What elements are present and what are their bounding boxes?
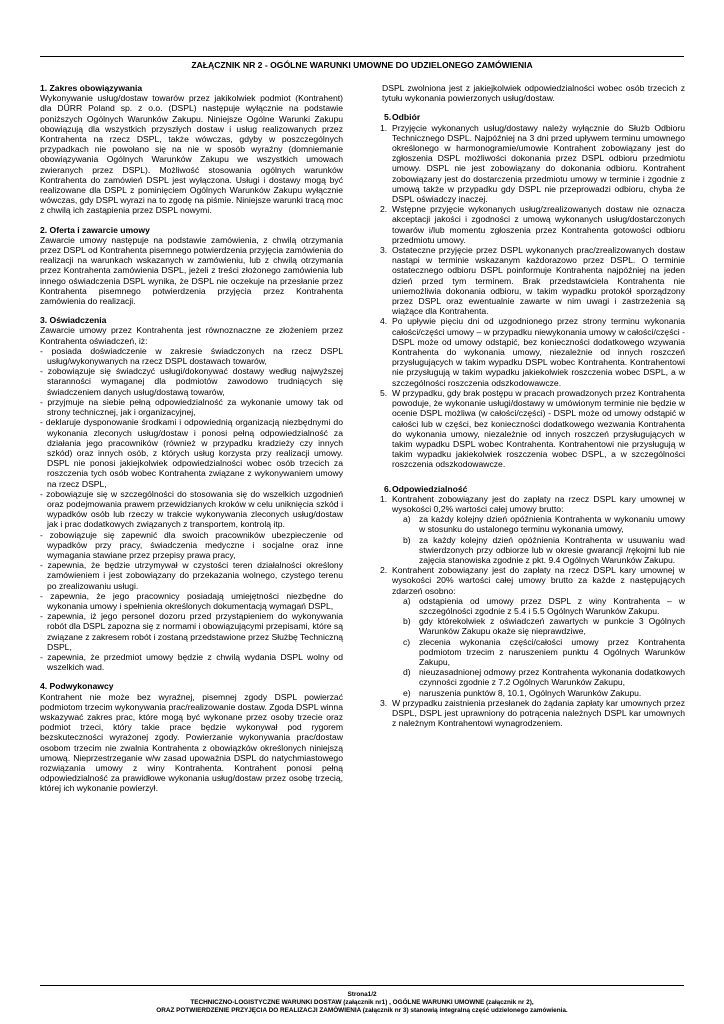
sub-list-item: a) za każdy kolejny dzień opóźnienia Kontrahenta w wykonaniu umowy w stosunku do ustalonego terminu wykonania umowy,: [403, 514, 685, 535]
list-item: - zobowiązuje się w szczególności do stosowania się do wszelkich uzgodnień oraz podejmowania prawem przewidzianych kroków w celu uniknięcia szkód i wypadków osób lub rzeczy w trakcie wykonywania zleconych usług/dostaw jak i prac dodatkowych związanych z transportem, kontrolą itp.: [40, 488, 343, 530]
list-item: - zapewnia, że przedmiot umowy będzie z chwilą wydania DSPL wolny od wszelkich wad.: [40, 651, 343, 673]
list-item: - posiada doświadczenie w zakresie świadczonych na rzecz DSPL usług/wykonywanych na rzecz DSPL dostawach towarów,: [40, 345, 343, 367]
section-4-text: Kontrahent nie może bez wyraźnej, pisemnej zgody DSPL powierzać podmiotom trzecim wykonywania prac/realizowanie dostaw. Zgoda DSPL winna wskazywać zakres prac, które mogą być wykonane przez osoby trzecie oraz podmiot trzeci, który takie prace będzie wykonywał pod rygorem bezskuteczności wyrażonej zgody. Powierzanie wykonywania prac/dostaw osobom trzecim nie zwalnia Kontrahenta z obowiązków określonych niniejszą umową. Nieprzestrzeganie w/w zasad upoważnia DSPL do natychmiastowego rozwiązania umowy z winy Kontrahenta. Kontrahent ponosi pełną odpowiedzialność za prawidłowe wykonania usług/dostaw przez osobę trzecią, której ich wykonanie powierzył.: [40, 691, 343, 794]
section-2-heading: 2. Oferta i zawarcie umowy: [40, 224, 150, 235]
page-number: Strona1/2: [347, 991, 377, 998]
section-1-text: Wykonywanie usług/dostaw towarów przez jakikolwiek podmiot (Kontrahent) dla DÜRR Poland sp. z o.o. (DSPL) następuje wyłącznie na podstawie poniższych Ogólnych Warunków Zakupu. Niniejsze Ogólne Warunki Zakupu obowiązują dla wszystkich przyszłych dostaw i usług realizowanych przez Kontrahenta na rzecz DSPL, także wówczas, gdyby w poszczególnych przypadkach nie powołano się na nie w sposób wyraźny (domniemanie obowiązywania Ogólnych Warunków Zakupu we wszystkich umowach zwieranych przez DSPL). Możliwość stosowania ogólnych warunków Kontrahenta do zamówień DSPL jest wyłączona. Usługi i dostawy mogą być realizowane dla DSPL z pominięciem Ogólnych Warunków Zakupu wyłącznie wówczas, gdy DSPL wyrazi na to zgodę na piśmie. Niniejsze warunki tracą moc z chwilą ich zastąpienia przez DSPL nowymi.: [40, 93, 343, 216]
section-6-list: [372, 494, 685, 729]
sub-list: [392, 514, 685, 565]
sub-list-item: b) gdy którekolwiek z oświadczeń zawartych w punkcie 3 Ogólnych Warunków Zakupu okaże się nieprawdziwe,: [403, 616, 685, 637]
top-rule: [40, 56, 684, 57]
footer-line-1: TECHNICZNO-LOGISTYCZNE WARUNKI DOSTAW (załącznik nr1) , OGÓLNE WARUNKI UMOWNE (załącznik nr 2),: [190, 999, 534, 1006]
section-5-list: [372, 123, 685, 470]
list-item: - przyjmuje na siebie pełną odpowiedzialność za wykonanie umowy tak od strony technicznej, jak i organizacyjnej,: [40, 396, 343, 418]
section-4-continued-text: DSPL zwolniona jest z jakiejkolwiek odpowiedzialności wobec osób trzecich z tytułu wykonania powierzonych usług/dostaw.: [382, 83, 685, 104]
list-item: 1. Przyjęcie wykonanych usług/dostawy należy wyłącznie do Służb Odbioru Technicznego DSPL. Najpóźniej na 3 dni przed upływem terminu umownego określonego w harmonogramie/umowie Kontrahent zobowiązany jest do zgłoszenia DSPL możliwości dokonania przez DSPL odbioru przedmiotu umowy. DSPL nie jest zobowiązany do dokonania odbioru. Kontrahent zobowiązany jest do dostarczenia przedmiotu umowy w terminie i zgodnie z umową także w przypadku gdy DSPL nie przeprowadzi odbioru, chyba że DSPL oświadczy inaczej.: [380, 122, 685, 205]
list-item: - zobowiązuje się zapewnić dla swoich pracowników ubezpieczenie od wypadków przy pracy, świadczenia medyczne i socjalne oraz inne wymagania stawiane przez przepisy prawa pracy,: [40, 529, 343, 560]
section-3-intro: Zawarcie umowy przez Kontrahenta jest równoznaczne ze złożeniem przez Kontrahenta oświadczeń, iż:: [40, 325, 343, 346]
left-column: [40, 83, 343, 794]
list-item: 2. Wstępne przyjęcie wykonanych usług/zrealizowanych dostaw nie oznacza akceptacji jakości i zgodności z umową wykonanych usług/dostarczonych towarów i/lub momentu zgłoszenia przez Kontrahenta gotowości odbioru przedmiotu umowy.: [380, 204, 685, 245]
list-item: - zapewnia, iż jego personel dozoru przed przystąpieniem do wykonywania robót dla DSPL zapozna się z normami i obowiązującymi przepisami, które są związane z zakresem robót i zostaną przedstawione przez Służbę Techniczną DSPL,: [40, 611, 344, 652]
bottom-rule: [40, 985, 684, 986]
section-3-list: [40, 346, 343, 673]
section-2-text: Zawarcie umowy następuje na podstawie zamówienia, z chwilą otrzymania przez DSPL od Kontrahenta pisemnego potwierdzenia przyjęcia zamówienia do realizacji na warunkach wskazanych w zamówieniu, lub z chwilą otrzymania przez Kontrahenta zamówienia DSPL, jeżeli z treści złożonego zamówienia lub innego oświadczenia DSPL wynika, że DSPL nie oczekuje na przesłanie przez Kontrahenta pisemnego potwierdzenia przyjęcia przez Kontrahenta zamówienia do realizacji.: [40, 234, 343, 307]
footer: [40, 991, 684, 1015]
sub-list: [392, 596, 685, 698]
footer-line-2: ORAZ POTWIERDZENIE PRZYJĘCIA DO REALIZACJI ZAMÓWIENIA (załącznik nr 3) stanowią integralną część udzielonego zamówienia.: [156, 1007, 568, 1014]
sub-list-item: a) odstąpienia od umowy przez DSPL z winy Kontrahenta – w szczególności zgodnie z 5.4 i 5.5 Ogólnych Warunków Zakupu.: [403, 595, 685, 616]
section-6-heading: 6. Odpowiedzialność: [384, 483, 468, 494]
list-item: 1. Kontrahent zobowiązany jest do zapłaty na rzecz DSPL kary umownej w wysokości 0,2% wartości całej umowy brutto: a) za każdy kolejny dzień opóźnienia Kontrahenta w wykonaniu umowy w stosunku do ustalonego terminu wykonania umowy, b) za każdy kolejny dzień opóźnienia Kontrahenta w usuwaniu wad stwierdzonych przy odbiorze lub w okresie gwarancji /rękojmi lub nie zajęcia stanowiska zgodnie z pkt. 9.4 Ogólnych Warunków Zakupu.: [380, 493, 685, 565]
sub-list-item: e) naruszenia punktów 8, 10.1, Ogólnych Warunków Zakupu.: [403, 687, 642, 698]
page-title: ZAŁĄCZNIK NR 2 - OGÓLNE WARUNKI UMOWNE DO UDZIELONEGO ZAMÓWIENIA: [191, 60, 533, 70]
list-item: 3. Ostateczne przyjęcie przez DSPL wykonanych prac/zrealizowanych dostaw nastąpi w terminie wskazanym każdorazowo przez DSPL. O terminie ostatecznego odbioru DSPL poinformuje Kontrahenta najpóźniej na jeden dzień przed tym terminem. Brak przedstawiciela Kontrahenta nie uniemożliwia dokonania odbioru, w takim wypadku protokół sporządzony przez DSPL oraz ewentualnie zawarte w nim uwagi i zastrzeżenia są wiążące dla Kontrahenta.: [380, 245, 685, 317]
list-item: 4. Po upływie pięciu dni od uzgodnionego przez strony terminu wykonania całości/części umowy – w przypadku niewykonania umowy w całości/części - DSPL może od umowy odstąpić, bez konieczności dodatkowego wzywania Kontrahenta do wykonania umowy, niezależnie od innych roszczeń przysługujących w takim wypadku DSPL wobec Kontrahenta. Kontrahentowi nie przysługują w takim wypadku jakiekolwiek roszczenia wobec DSPL, a w szczególności roszczenia odszkodowawcze.: [380, 316, 685, 388]
sub-list-item: c) zlecenia wykonania części/całości umowy przez Kontrahenta podmiotom trzecim z naruszeniem punktu 4 Ogólnych Warunków Zakupu,: [403, 636, 685, 667]
section-1-heading: 1. Zakres obowiązywania: [40, 83, 143, 93]
list-item: - zapewnia, że będzie utrzymywał w czystości teren działalności określony zamówieniem i jest zobowiązany do przekazania wolnego, czystego terenu po zrealizowaniu usługi.: [40, 560, 343, 591]
list-item: 2. Kontrahent zobowiązany jest do zapłaty na rzecz DSPL kary umownej w wysokości 20% wartości całej umowy brutto za każde z następujących zdarzeń osobno: a) odstąpienia od umowy przez DSPL z winy Kontrahenta – w szczególności zgodnie z 5.4 i 5.5 Ogólnych Warunków Zakupu. b) gdy którekolwiek z oświadczeń zawartych w punkcie 3 Ogólnych Warunków Zakupu okaże się nieprawdziwe, c) zlecenia wykonania części/całości umowy przez Kontrahenta podmiotom trzecim z naruszeniem punktu 4 Ogólnych Warunków Zakupu, d) nieuzasadnionej odmowy przez Kontrahenta wykonania dodatkowych czynności zgodnie z 7.2 Ogólnych Warunków Zakupu, e) naruszenia punktów 8, 10.1, Ogólnych Warunków Zakupu.: [380, 565, 685, 698]
list-item: - zobowiązuje się świadczyć usługi/dokonywać dostawy według najwyższej staranności wymaganej dla podmiotów zawodowo trudniących się świadczeniem danych usług/dostawą towarów,: [40, 366, 343, 397]
list-item: 5. W przypadku, gdy brak postępu w pracach prowadzonych przez Kontrahenta powoduje, że wykonanie usługi/dostawy w umówionym terminie nie będzie w ocenie DSPL możliwa (w całości/części) - DSPL może od umowy odstąpić w całości lub w części, bez konieczności dodatkowego wezwania Kontrahenta do wykonania umowy, niezależnie od innych roszczeń przysługujących w takim wypadku DSPL wobec Kontrahenta. Kontrahentowi nie przysługują w takim wypadku jakiekolwiek roszczenia wobec DSPL, a w szczególności roszczenia odszkodowawcze.: [380, 387, 685, 470]
list-item: - zapewnia, że jego pracownicy posiadają umiejętności niezbędne do wykonania umowy i spełnienia określonych dokumentacją wymagań DSPL,: [40, 590, 343, 611]
section-4-heading: 4. Podwykonawcy: [40, 681, 114, 692]
sub-list-item: d) nieuzasadnionej odmowy przez Kontrahenta wykonania dodatkowych czynności zgodnie z 7.2 Ogólnych Warunków Zakupu,: [403, 667, 685, 688]
list-item: - deklaruje dysponowanie środkami i odpowiednią organizacją niezbędnymi do wykonania zleconych usług/dostaw i ponosi pełną odpowiedzialność za działania jego pracowników (również w przypadku kradzieży czy innych szkód) oraz innych osób, z których usług korzysta przy realizacji umowy. DSPL nie ponosi jakiejkolwiek odpowiedzialności wobec osób trzecich za roszczenia tych osób wobec Kontrahenta związane z wykonywaniem umowy na rzecz DSPL,: [40, 417, 343, 489]
section-5-heading: 5. Odbiór: [384, 112, 421, 123]
sub-list-item: b) za każdy kolejny dzień opóźnienia Kontrahenta w usuwaniu wad stwierdzonych przy odbiorze lub w okresie gwarancji /rękojmi lub nie zajęcia stanowiska zgodnie z pkt. 9.4 Ogólnych Warunków Zakupu.: [403, 534, 685, 565]
list-item: 3. W przypadku zaistnienia przesłanek do żądania zapłaty kar umownych przez DSPL, DSPL jest uprawniony do potrącenia należnych DSPL kar umownych z należnym Kontrahentowi wynagrodzeniem.: [380, 697, 685, 729]
section-3-heading: 3. Oświadczenia: [40, 315, 107, 326]
right-column: [372, 83, 685, 728]
